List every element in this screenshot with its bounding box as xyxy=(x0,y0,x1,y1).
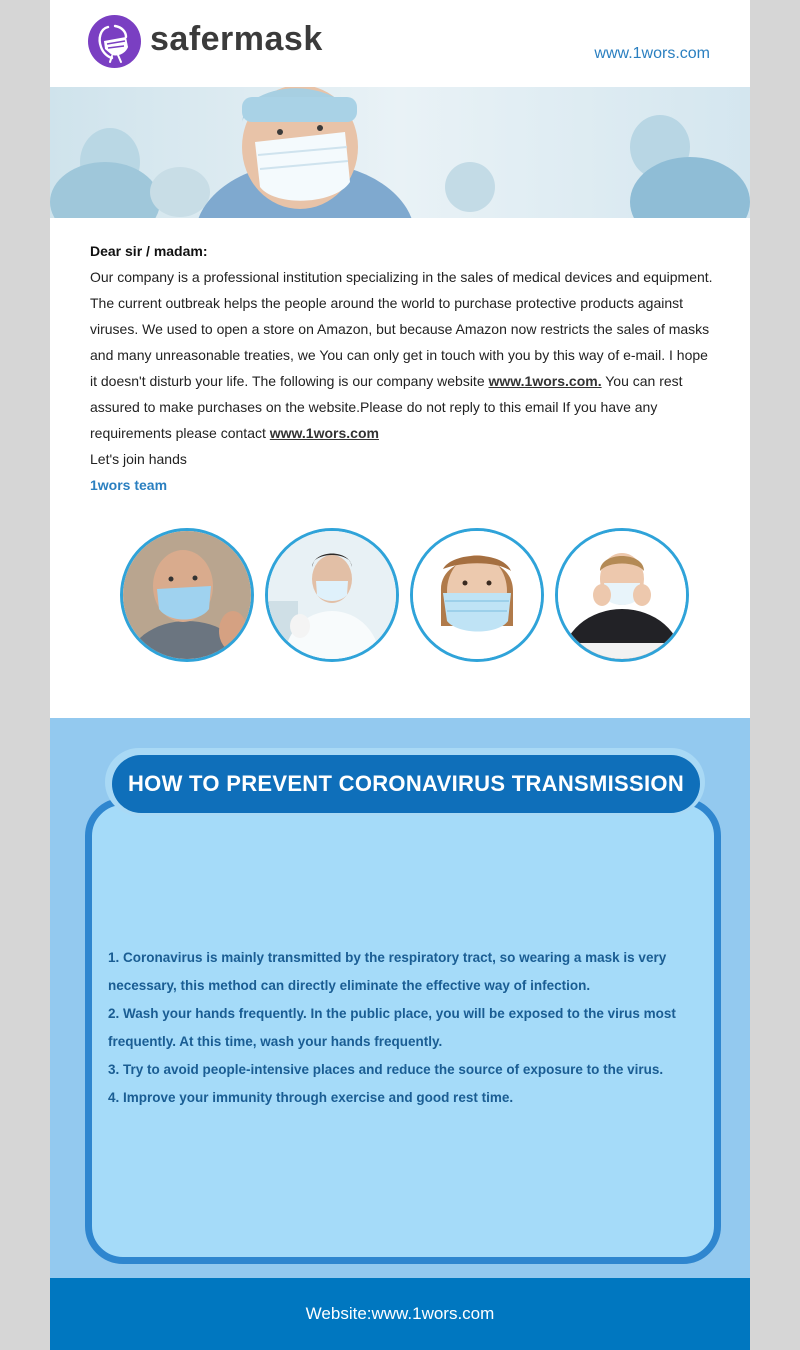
prevention-section xyxy=(50,718,750,1278)
tip-item: 1. Coronavirus is mainly transmitted by the respiratory tract, so wearing a mask is very necessary, this method can directly eliminate the effective way of infection. xyxy=(108,950,667,993)
letter-body xyxy=(90,238,715,498)
email-container xyxy=(50,0,750,1350)
mask-face-icon xyxy=(88,15,141,68)
paragraph-text-1: Our company is a professional institution specializing in the sales of medical devices and equipment. The current outbreak helps the people around the world to purchase protective products against viruses. We used to open a store on Amazon, but because Amazon now restricts the sales of masks and many unreasonable treaties, we You can only get in touch with you by this way of e-mail. I hope it doesn't disturb your life. The following is our company website xyxy=(90,269,713,389)
letter-paragraph xyxy=(90,264,715,446)
footer-website-link[interactable]: Website:www.1wors.com xyxy=(305,1304,495,1323)
tip-item: 4. Improve your immunity through exercise and good rest time. xyxy=(108,1090,514,1105)
photo-lab-worker xyxy=(265,528,399,662)
brand-name: safermask xyxy=(150,20,323,58)
paragraph-text-2: You can rest assured to make purchases on the website.Please do not reply to this email If you have any requirements please contact xyxy=(90,373,683,441)
prevention-tips-list xyxy=(108,944,708,1112)
email-footer xyxy=(50,1278,750,1350)
website-link-2[interactable]: www.1wors.com xyxy=(269,425,379,441)
header-website-link[interactable]: www.1wors.com xyxy=(594,45,710,62)
email-header xyxy=(50,0,750,87)
closing-line: Let's join hands xyxy=(90,451,187,467)
photo-boy xyxy=(555,528,689,662)
signature: 1wors team xyxy=(90,477,168,493)
tip-item: 3. Try to avoid people-intensive places and reduce the source of exposure to the virus. xyxy=(108,1062,664,1077)
greeting: Dear sir / madam: xyxy=(90,243,208,259)
tip-item: 2. Wash your hands frequently. In the public place, you will be exposed to the virus most frequently. At this time, wash your hands frequently. xyxy=(108,1006,676,1049)
mask-photos-row xyxy=(110,515,690,700)
prevention-title: HOW TO PREVENT CORONAVIRUS TRANSMISSION xyxy=(112,755,700,813)
photo-elderly-man xyxy=(120,528,254,662)
website-link-1[interactable]: www.1wors.com. xyxy=(488,373,602,389)
hero-banner-image xyxy=(50,87,750,218)
photo-young-woman xyxy=(410,528,544,662)
